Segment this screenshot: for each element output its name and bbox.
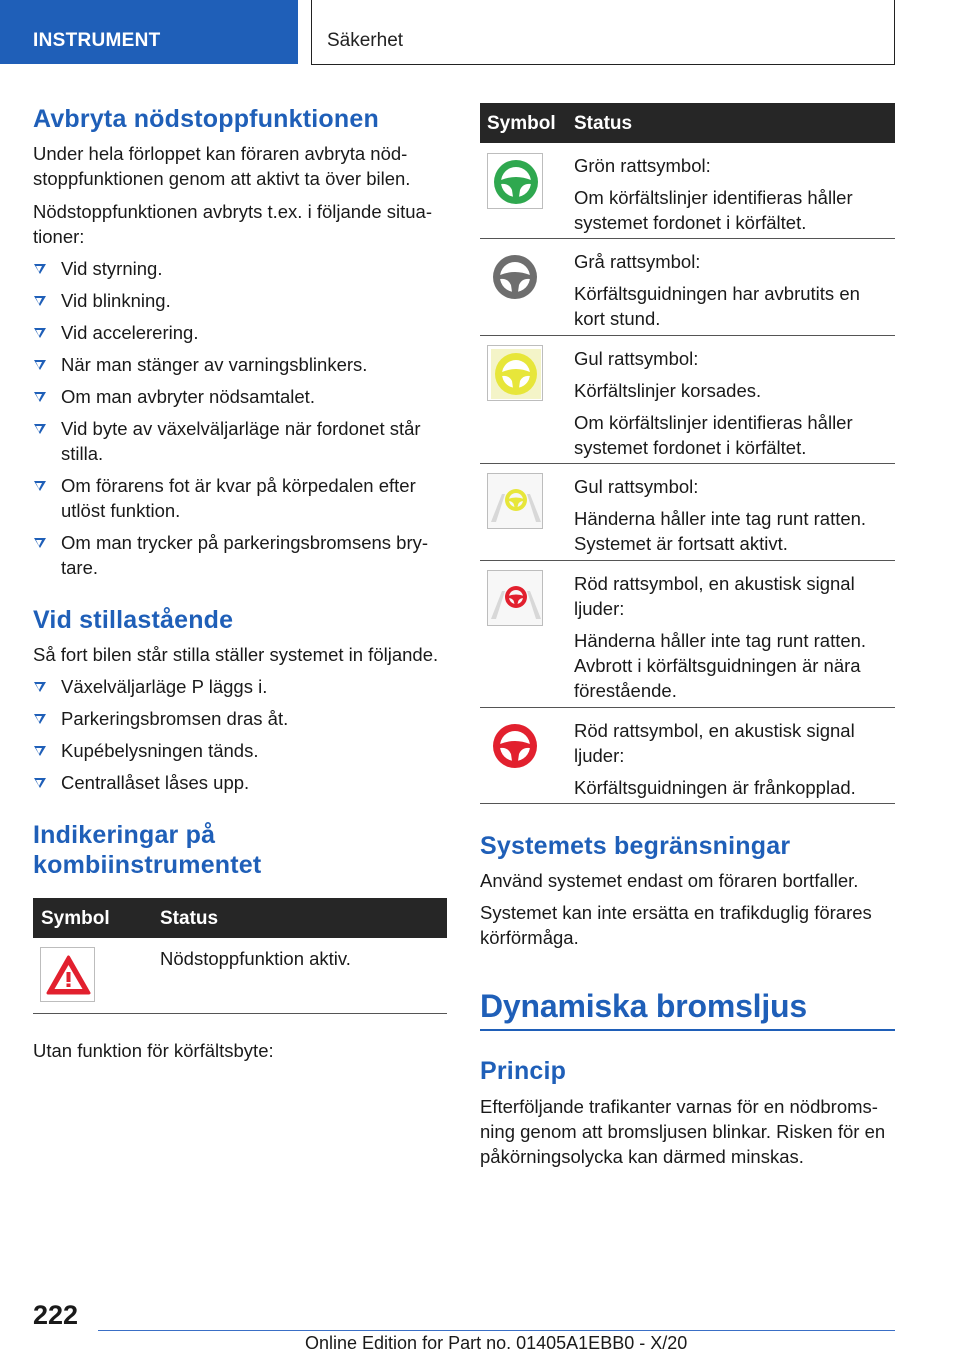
triangle-bullet-icon: [34, 481, 46, 491]
list-item: Växelväljarläge P läggs i.: [33, 674, 447, 699]
table-header: [480, 103, 895, 143]
status-line: Händerna håller inte tag runt ratten. Systemet är fortsatt aktivt.: [574, 508, 867, 554]
triangle-bullet-icon: [34, 392, 46, 402]
indicator-status: Nödstoppfunktion aktiv.: [160, 948, 351, 969]
list-item: Om man avbryter nödsamtalet.: [33, 384, 447, 409]
list-item: Vid accelerering.: [33, 320, 447, 345]
triangle-bullet-icon: [34, 682, 46, 692]
indicators-table: [33, 898, 447, 1014]
table-row: [480, 143, 895, 239]
triangle-bullet-icon: [34, 296, 46, 306]
indicators-heading-line-1: Indikeringar på: [33, 821, 216, 849]
table-row: [33, 938, 447, 1014]
status-line: Gul rattsymbol:: [574, 476, 699, 497]
section-label: INSTRUMENT: [33, 30, 161, 51]
yellow-steering-wheel-icon: [487, 345, 543, 401]
standstill-list: [33, 674, 447, 795]
triangle-bullet-icon: [34, 424, 46, 434]
status-text: [574, 153, 894, 242]
list-item: Om man trycker på parkeringsbromsens bry-tare.: [33, 530, 447, 580]
triangle-bullet-icon: [34, 328, 46, 338]
list-item: Vid blinkning.: [33, 288, 447, 313]
yellow-steering-wheel-hands-icon: [487, 473, 543, 529]
standstill-heading: Vid stillastående: [33, 606, 234, 634]
principle-heading: Princip: [480, 1057, 567, 1085]
status-line: Grön rattsymbol:: [574, 155, 711, 176]
heading-rule: [480, 1029, 895, 1031]
red-steering-wheel-hands-icon: [487, 570, 543, 626]
red-steering-wheel-icon: [487, 718, 543, 774]
status-line: Röd rattsymbol, en akustisk signal ljuder:: [574, 720, 855, 766]
emergency-stop-warning-icon: [40, 947, 95, 1002]
no-lane-change-text: Utan funktion för körfältsbyte:: [33, 1040, 274, 1061]
footer-rule: [98, 1330, 895, 1331]
list-item: Centrallåset låses upp.: [33, 770, 447, 795]
column-header-symbol: Symbol: [41, 908, 110, 929]
chapter-header: [311, 0, 895, 65]
status-text: [574, 249, 894, 338]
table-header: [33, 898, 447, 938]
status-line: Gul rattsymbol:: [574, 348, 699, 369]
list-item: Vid styrning.: [33, 256, 447, 281]
list-item: När man stänger av varningsblinkers.: [33, 352, 447, 377]
brake-light-heading: Dynamiska bromsljus: [480, 988, 807, 1024]
triangle-bullet-icon: [34, 360, 46, 370]
steering-symbol-table: [480, 103, 895, 804]
status-line: Körfältslinjer korsades.: [574, 380, 762, 401]
status-line: Om körfältslinjer identifieras håller systemet fordonet i körfältet.: [574, 412, 853, 458]
cancel-heading: Avbryta nödstoppfunktionen: [33, 105, 379, 133]
status-text: [574, 346, 894, 467]
edition-text: Online Edition for Part no. 01405A1EBB0 - X/20: [305, 1333, 688, 1353]
cancel-list: [33, 256, 447, 580]
indicators-heading-line-2: kombiinstrumentet: [33, 851, 262, 879]
status-text: [574, 474, 894, 563]
column-header-status: Status: [574, 113, 633, 134]
grey-steering-wheel-icon: [487, 249, 543, 305]
standstill-paragraph: Så fort bilen står stilla ställer systemet in följande.: [33, 644, 439, 665]
chapter-title: Säkerhet: [327, 30, 404, 51]
cancel-paragraph-1: Under hela förloppet kan föraren avbryta nöd-stoppfunktionen genom att aktivt ta över bilen.: [33, 143, 411, 189]
column-header-symbol: Symbol: [487, 113, 556, 134]
status-text: [574, 718, 894, 807]
table-row: [480, 464, 895, 561]
table-row: [480, 239, 895, 336]
table-row: [480, 708, 895, 804]
principle-paragraph: Efterföljande trafikanter varnas för en nödbroms-ning genom att bromsljusen blinkar. Risken för en påkörningsolycka kan därmed minskas.: [480, 1096, 886, 1167]
column-header-status: Status: [160, 908, 219, 929]
limits-paragraph-1: Använd systemet endast om föraren bortfaller.: [480, 870, 859, 891]
triangle-bullet-icon: [34, 778, 46, 788]
list-item: Parkeringsbromsen dras åt.: [33, 706, 447, 731]
status-line: Röd rattsymbol, en akustisk signal ljuder:: [574, 573, 855, 619]
triangle-bullet-icon: [34, 746, 46, 756]
status-line: Om körfältslinjer identifieras håller systemet fordonet i körfältet.: [574, 187, 853, 233]
list-item: Kupébelysningen tänds.: [33, 738, 447, 763]
status-text: [574, 571, 894, 710]
list-item: Om förarens fot är kvar på körpedalen efter utlöst funktion.: [33, 473, 447, 523]
status-line: Grå rattsymbol:: [574, 251, 701, 272]
limits-heading: Systemets begränsningar: [480, 832, 791, 860]
section-tab: [0, 0, 298, 64]
limits-paragraph-2: Systemet kan inte ersätta en trafikduglig förares körförmåga.: [480, 902, 872, 948]
table-row: [480, 561, 895, 708]
triangle-bullet-icon: [34, 538, 46, 548]
status-line: Körfältsguidningen har avbrutits en kort stund.: [574, 283, 860, 329]
triangle-bullet-icon: [34, 714, 46, 724]
status-line: Händerna håller inte tag runt ratten. Avbrott i körfältsguidningen är nära förestående.: [574, 630, 867, 701]
list-item: Vid byte av växelväljarläge när fordonet står stilla.: [33, 416, 447, 466]
cancel-paragraph-2: Nödstoppfunktionen avbryts t.ex. i följande situa-tioner:: [33, 201, 433, 247]
table-row: [480, 336, 895, 464]
page-number: 222: [33, 1300, 79, 1330]
green-steering-wheel-icon: [487, 153, 543, 209]
triangle-bullet-icon: [34, 264, 46, 274]
status-line: Körfältsguidningen är frånkopplad.: [574, 777, 856, 798]
